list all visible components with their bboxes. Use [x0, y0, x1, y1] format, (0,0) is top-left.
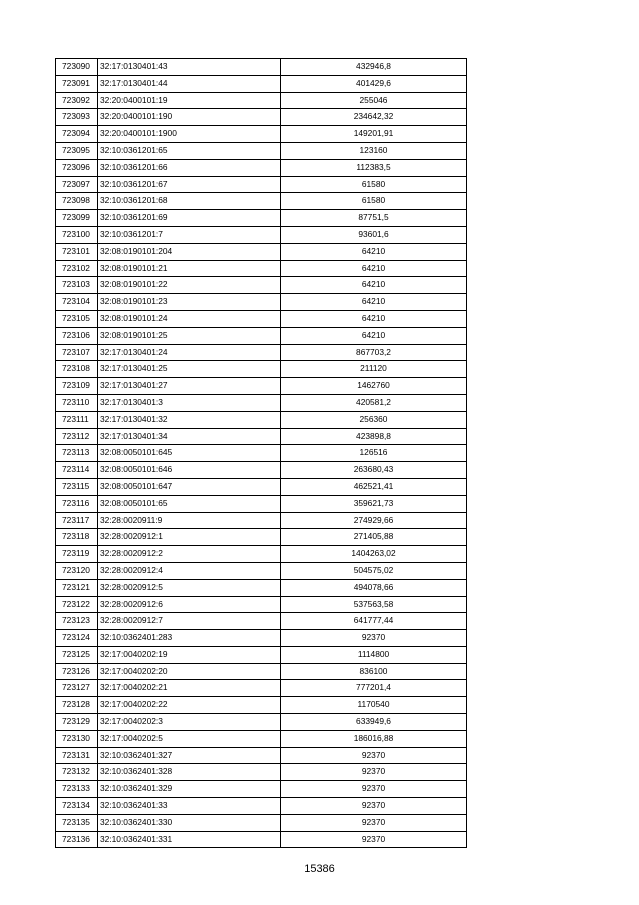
row-id-cell: 723117 — [56, 512, 98, 529]
table-row — [56, 680, 467, 697]
table-row — [56, 378, 467, 395]
value-cell: 462521,41 — [281, 478, 467, 495]
cadastral-number-cell: 32:08:0190101:22 — [98, 277, 281, 294]
value-cell: 867703,2 — [281, 344, 467, 361]
value-cell: 211120 — [281, 361, 467, 378]
cadastral-number-cell: 32:17:0130401:32 — [98, 411, 281, 428]
cadastral-number-cell: 32:10:0361201:67 — [98, 176, 281, 193]
cadastral-number-cell: 32:10:0362401:283 — [98, 630, 281, 647]
row-id-cell: 723110 — [56, 394, 98, 411]
row-id-cell: 723100 — [56, 226, 98, 243]
value-cell: 255046 — [281, 92, 467, 109]
cadastral-number-cell: 32:08:0050101:645 — [98, 445, 281, 462]
table-row — [56, 764, 467, 781]
table-row — [56, 126, 467, 143]
table-row — [56, 260, 467, 277]
row-id-cell: 723114 — [56, 462, 98, 479]
row-id-cell: 723103 — [56, 277, 98, 294]
cadastral-number-cell: 32:10:0362401:331 — [98, 831, 281, 848]
row-id-cell: 723107 — [56, 344, 98, 361]
cadastral-number-cell: 32:17:0040202:3 — [98, 714, 281, 731]
row-id-cell: 723099 — [56, 210, 98, 227]
cadastral-value-table — [55, 58, 467, 848]
cadastral-number-cell: 32:28:0020912:7 — [98, 613, 281, 630]
cadastral-number-cell: 32:17:0130401:34 — [98, 428, 281, 445]
cadastral-number-cell: 32:10:0361201:65 — [98, 142, 281, 159]
table-row — [56, 529, 467, 546]
value-cell: 92370 — [281, 798, 467, 815]
row-id-cell: 723101 — [56, 243, 98, 260]
row-id-cell: 723134 — [56, 798, 98, 815]
row-id-cell: 723122 — [56, 596, 98, 613]
cadastral-number-cell: 32:17:0130401:3 — [98, 394, 281, 411]
value-cell: 1170540 — [281, 697, 467, 714]
cadastral-number-cell: 32:17:0040202:21 — [98, 680, 281, 697]
cadastral-number-cell: 32:10:0361201:66 — [98, 159, 281, 176]
value-cell: 432946,8 — [281, 59, 467, 76]
table-row — [56, 176, 467, 193]
cadastral-number-cell: 32:28:0020912:2 — [98, 546, 281, 563]
table-row — [56, 747, 467, 764]
cadastral-number-cell: 32:10:0362401:328 — [98, 764, 281, 781]
value-cell: 401429,6 — [281, 75, 467, 92]
row-id-cell: 723091 — [56, 75, 98, 92]
table-row — [56, 277, 467, 294]
table-row — [56, 596, 467, 613]
value-cell: 836100 — [281, 663, 467, 680]
cadastral-number-cell: 32:08:0190101:23 — [98, 294, 281, 311]
value-cell: 274929,66 — [281, 512, 467, 529]
table-row — [56, 562, 467, 579]
cadastral-number-cell: 32:17:0040202:19 — [98, 646, 281, 663]
row-id-cell: 723126 — [56, 663, 98, 680]
cadastral-number-cell: 32:28:0020912:4 — [98, 562, 281, 579]
row-id-cell: 723113 — [56, 445, 98, 462]
cadastral-number-cell: 32:28:0020912:5 — [98, 579, 281, 596]
row-id-cell: 723132 — [56, 764, 98, 781]
page-number: 15386 — [304, 863, 335, 875]
cadastral-number-cell: 32:10:0361201:68 — [98, 193, 281, 210]
row-id-cell: 723130 — [56, 730, 98, 747]
value-cell: 64210 — [281, 327, 467, 344]
value-cell: 87751,5 — [281, 210, 467, 227]
table-row — [56, 714, 467, 731]
value-cell: 93601,6 — [281, 226, 467, 243]
table-row — [56, 294, 467, 311]
cadastral-number-cell: 32:10:0362401:330 — [98, 814, 281, 831]
row-id-cell: 723097 — [56, 176, 98, 193]
value-cell: 263680,43 — [281, 462, 467, 479]
table-row — [56, 394, 467, 411]
cadastral-number-cell: 32:28:0020912:6 — [98, 596, 281, 613]
row-id-cell: 723109 — [56, 378, 98, 395]
table-row — [56, 92, 467, 109]
table-row — [56, 109, 467, 126]
cadastral-number-cell: 32:20:0400101:1900 — [98, 126, 281, 143]
row-id-cell: 723104 — [56, 294, 98, 311]
row-id-cell: 723115 — [56, 478, 98, 495]
row-id-cell: 723094 — [56, 126, 98, 143]
value-cell: 92370 — [281, 781, 467, 798]
table-row — [56, 646, 467, 663]
cadastral-number-cell: 32:17:0130401:24 — [98, 344, 281, 361]
table-row — [56, 210, 467, 227]
value-cell: 777201,4 — [281, 680, 467, 697]
table-row — [56, 495, 467, 512]
table-row — [56, 59, 467, 76]
table-row — [56, 546, 467, 563]
row-id-cell: 723121 — [56, 579, 98, 596]
value-cell: 92370 — [281, 630, 467, 647]
row-id-cell: 723128 — [56, 697, 98, 714]
row-id-cell: 723136 — [56, 831, 98, 848]
row-id-cell: 723111 — [56, 411, 98, 428]
row-id-cell: 723096 — [56, 159, 98, 176]
value-cell: 64210 — [281, 310, 467, 327]
cadastral-number-cell: 32:17:0040202:5 — [98, 730, 281, 747]
cadastral-number-cell: 32:17:0130401:44 — [98, 75, 281, 92]
row-id-cell: 723098 — [56, 193, 98, 210]
value-cell: 92370 — [281, 764, 467, 781]
row-id-cell: 723105 — [56, 310, 98, 327]
table-row — [56, 663, 467, 680]
row-id-cell: 723129 — [56, 714, 98, 731]
value-cell: 537563,58 — [281, 596, 467, 613]
row-id-cell: 723124 — [56, 630, 98, 647]
value-cell: 359621,73 — [281, 495, 467, 512]
row-id-cell: 723120 — [56, 562, 98, 579]
cadastral-number-cell: 32:10:0361201:69 — [98, 210, 281, 227]
table-row — [56, 428, 467, 445]
row-id-cell: 723112 — [56, 428, 98, 445]
value-cell: 1462760 — [281, 378, 467, 395]
row-id-cell: 723118 — [56, 529, 98, 546]
cadastral-number-cell: 32:10:0362401:33 — [98, 798, 281, 815]
table-row — [56, 344, 467, 361]
row-id-cell: 723133 — [56, 781, 98, 798]
table-row — [56, 193, 467, 210]
table-row — [56, 781, 467, 798]
table-row — [56, 411, 467, 428]
table-row — [56, 75, 467, 92]
value-cell: 420581,2 — [281, 394, 467, 411]
table-row — [56, 445, 467, 462]
cadastral-number-cell: 32:28:0020912:1 — [98, 529, 281, 546]
table-row — [56, 730, 467, 747]
table-row — [56, 579, 467, 596]
value-cell: 494078,66 — [281, 579, 467, 596]
table-row — [56, 630, 467, 647]
row-id-cell: 723116 — [56, 495, 98, 512]
table-row — [56, 310, 467, 327]
value-cell: 112383,5 — [281, 159, 467, 176]
row-id-cell: 723102 — [56, 260, 98, 277]
row-id-cell: 723093 — [56, 109, 98, 126]
row-id-cell: 723095 — [56, 142, 98, 159]
value-cell: 126516 — [281, 445, 467, 462]
table-row — [56, 512, 467, 529]
row-id-cell: 723123 — [56, 613, 98, 630]
value-cell: 92370 — [281, 814, 467, 831]
cadastral-number-cell: 32:28:0020911:9 — [98, 512, 281, 529]
value-cell: 423898,8 — [281, 428, 467, 445]
value-cell: 92370 — [281, 747, 467, 764]
value-cell: 256360 — [281, 411, 467, 428]
table-row — [56, 142, 467, 159]
value-cell: 1404263,02 — [281, 546, 467, 563]
row-id-cell: 723108 — [56, 361, 98, 378]
value-cell: 149201,91 — [281, 126, 467, 143]
table-row — [56, 798, 467, 815]
table-row — [56, 361, 467, 378]
value-cell: 61580 — [281, 176, 467, 193]
value-cell: 186016,88 — [281, 730, 467, 747]
value-cell: 64210 — [281, 277, 467, 294]
cadastral-number-cell: 32:08:0190101:25 — [98, 327, 281, 344]
table-row — [56, 697, 467, 714]
cadastral-number-cell: 32:17:0130401:25 — [98, 361, 281, 378]
value-cell: 61580 — [281, 193, 467, 210]
cadastral-number-cell: 32:08:0050101:646 — [98, 462, 281, 479]
row-id-cell: 723092 — [56, 92, 98, 109]
row-id-cell: 723119 — [56, 546, 98, 563]
cadastral-number-cell: 32:17:0040202:20 — [98, 663, 281, 680]
cadastral-number-cell: 32:08:0050101:647 — [98, 478, 281, 495]
value-cell: 271405,88 — [281, 529, 467, 546]
value-cell: 64210 — [281, 260, 467, 277]
table-row — [56, 613, 467, 630]
table-body — [56, 59, 467, 848]
table-row — [56, 226, 467, 243]
value-cell: 1114800 — [281, 646, 467, 663]
cadastral-number-cell: 32:10:0361201:7 — [98, 226, 281, 243]
row-id-cell: 723127 — [56, 680, 98, 697]
value-cell: 633949,6 — [281, 714, 467, 731]
row-id-cell: 723106 — [56, 327, 98, 344]
value-cell: 64210 — [281, 294, 467, 311]
cadastral-number-cell: 32:17:0130401:27 — [98, 378, 281, 395]
cadastral-number-cell: 32:20:0400101:190 — [98, 109, 281, 126]
value-cell: 504575,02 — [281, 562, 467, 579]
cadastral-number-cell: 32:17:0130401:43 — [98, 59, 281, 76]
table-row — [56, 831, 467, 848]
row-id-cell: 723135 — [56, 814, 98, 831]
cadastral-number-cell: 32:10:0362401:329 — [98, 781, 281, 798]
cadastral-number-cell: 32:20:0400101:19 — [98, 92, 281, 109]
cadastral-number-cell: 32:17:0040202:22 — [98, 697, 281, 714]
table-row — [56, 462, 467, 479]
row-id-cell: 723131 — [56, 747, 98, 764]
table-row — [56, 814, 467, 831]
table-row — [56, 159, 467, 176]
row-id-cell: 723090 — [56, 59, 98, 76]
cadastral-number-cell: 32:08:0190101:21 — [98, 260, 281, 277]
cadastral-number-cell: 32:08:0050101:65 — [98, 495, 281, 512]
row-id-cell: 723125 — [56, 646, 98, 663]
cadastral-number-cell: 32:10:0362401:327 — [98, 747, 281, 764]
table-row — [56, 243, 467, 260]
cadastral-number-cell: 32:08:0190101:24 — [98, 310, 281, 327]
value-cell: 234642,32 — [281, 109, 467, 126]
cadastral-number-cell: 32:08:0190101:204 — [98, 243, 281, 260]
table-row — [56, 327, 467, 344]
value-cell: 123160 — [281, 142, 467, 159]
table-row — [56, 478, 467, 495]
value-cell: 641777,44 — [281, 613, 467, 630]
value-cell: 64210 — [281, 243, 467, 260]
value-cell: 92370 — [281, 831, 467, 848]
